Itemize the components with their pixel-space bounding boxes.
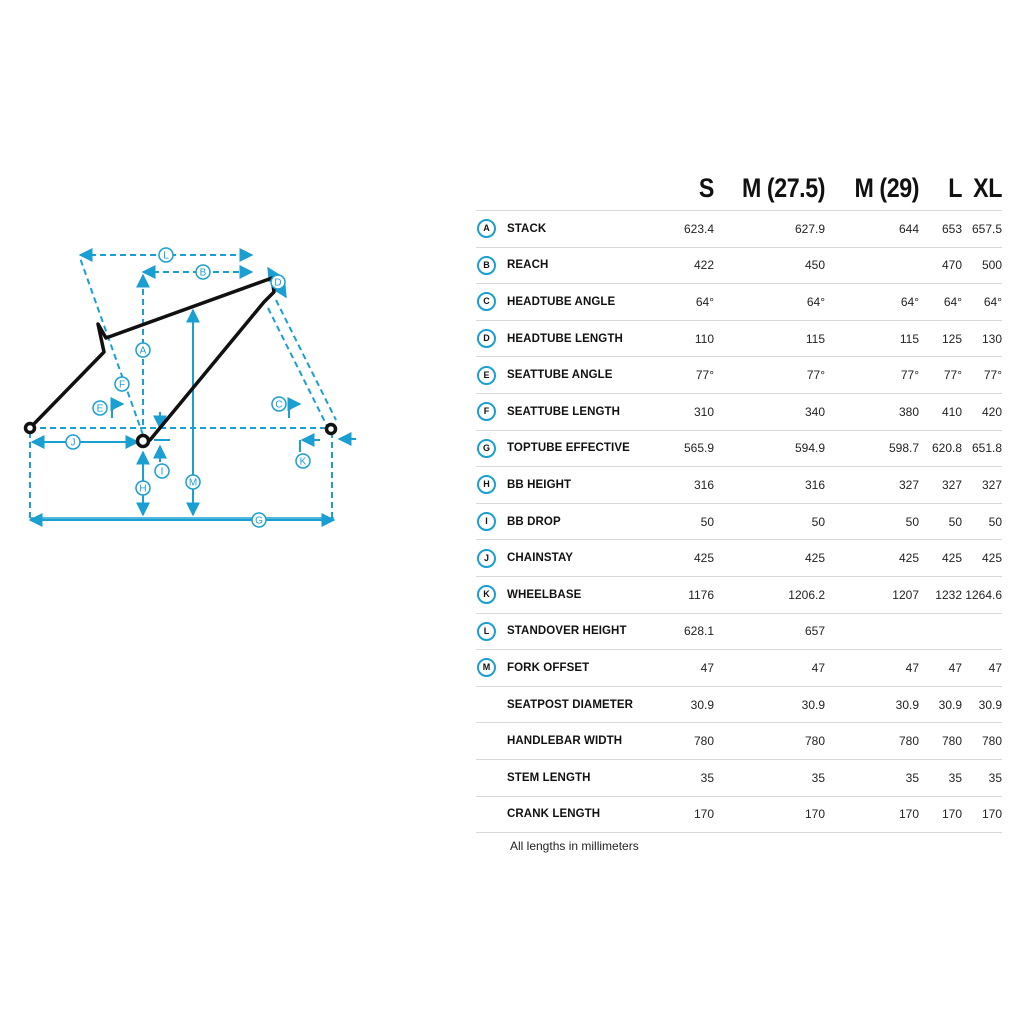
table-row [476,723,1002,760]
row-label: CHAINSTAY [504,540,644,577]
value-cell: 50 [644,503,714,540]
table-row [476,430,1002,467]
value-cell: 64° [644,284,714,321]
value-cell [919,613,962,650]
value-cell [825,613,919,650]
value-cell: 628.1 [644,613,714,650]
row-label: BB HEIGHT [504,467,644,504]
frame-geometry-diagram [0,0,470,1020]
row-key-cell [476,540,504,577]
row-key-cell [476,467,504,504]
row-label: SEATTUBE LENGTH [504,393,644,430]
bottom-bracket [138,436,149,447]
label-g [159,248,173,262]
label-j [66,435,80,449]
value-cell: 35 [714,759,825,796]
value-cell: 110 [644,320,714,357]
dimension-key-badge: M [477,658,496,677]
value-cell: 115 [825,320,919,357]
value-cell: 470 [919,247,962,284]
row-key-cell [476,284,504,321]
row-label: HANDLEBAR WIDTH [504,723,644,760]
value-cell: 327 [919,467,962,504]
row-label: TOPTUBE EFFECTIVE [504,430,644,467]
size-header-m-29: M (29) [854,173,919,203]
row-key-cell [476,613,504,650]
value-cell: 425 [962,540,1002,577]
value-cell: 64° [714,284,825,321]
value-cell: 780 [644,723,714,760]
label-m [296,454,310,468]
row-label: FORK OFFSET [504,650,644,687]
value-cell: 500 [962,247,1002,284]
value-cell: 327 [962,467,1002,504]
size-header-row [476,160,1002,211]
value-cell: 627.9 [714,211,825,248]
value-cell: 47 [644,650,714,687]
value-cell: 623.4 [644,211,714,248]
value-cell: 47 [919,650,962,687]
value-cell: 64° [825,284,919,321]
svg-text:G: G [255,515,263,527]
value-cell: 30.9 [962,686,1002,723]
row-label: HEADTUBE LENGTH [504,320,644,357]
value-cell: 425 [825,540,919,577]
dimension-key-badge: E [477,366,496,385]
row-key-cell [476,759,504,796]
label-e [93,401,107,415]
svg-text:A: A [139,345,147,357]
value-cell: 657 [714,613,825,650]
row-key-cell [476,320,504,357]
table-row [476,503,1002,540]
value-cell: 170 [962,796,1002,833]
label-h [136,481,150,495]
row-key-cell [476,503,504,540]
table-row [476,284,1002,321]
row-label: BB DROP [504,503,644,540]
value-cell: 450 [714,247,825,284]
value-cell: 50 [714,503,825,540]
row-label: STACK [504,211,644,248]
value-cell: 657.5 [962,211,1002,248]
dimension-key-badge: K [477,585,496,604]
value-cell: 644 [825,211,919,248]
svg-text:B: B [199,267,207,279]
header-blank-label [524,160,644,211]
value-cell: 1206.2 [714,576,825,613]
value-cell: 170 [825,796,919,833]
value-cell: 77° [644,357,714,394]
value-cell: 115 [714,320,825,357]
value-cell: 50 [962,503,1002,540]
dimension-key-badge: J [477,549,496,568]
table-row [476,613,1002,650]
value-cell: 30.9 [919,686,962,723]
geometry-table-body [476,211,1002,833]
value-cell: 1264.6 [962,576,1002,613]
dimension-key-badge: F [477,402,496,421]
size-header-m-27-5: M (27.5) [741,173,825,203]
value-cell: 1207 [825,576,919,613]
units-footnote: All lengths in millimeters [510,839,639,853]
value-cell: 420 [962,393,1002,430]
table-row [476,686,1002,723]
row-key-cell [476,686,504,723]
value-cell: 77° [714,357,825,394]
row-label: SEATTUBE ANGLE [504,357,644,394]
value-cell: 77° [962,357,1002,394]
value-cell: 780 [825,723,919,760]
dimension-key-badge: G [477,439,496,458]
size-header-xl: XL [973,173,1002,203]
value-cell: 594.9 [714,430,825,467]
dimension-key-badge: H [477,475,496,494]
svg-text:H: H [139,483,147,495]
value-cell: 598.7 [825,430,919,467]
value-cell: 380 [825,393,919,430]
value-cell: 310 [644,393,714,430]
value-cell: 130 [962,320,1002,357]
row-key-cell [476,357,504,394]
row-key-cell [476,576,504,613]
svg-text:I: I [160,466,164,478]
row-label: HEADTUBE ANGLE [504,284,644,321]
front-axle [327,425,336,434]
dimension-key-badge: L [477,622,496,641]
value-cell: 327 [825,467,919,504]
table-row [476,357,1002,394]
dimension-key-badge: C [477,292,496,311]
value-cell: 410 [919,393,962,430]
label-i [155,464,169,478]
value-cell: 47 [714,650,825,687]
svg-text:J: J [70,437,76,449]
value-cell: 64° [919,284,962,321]
table-row [476,211,1002,248]
value-cell: 47 [962,650,1002,687]
value-cell: 64° [962,284,1002,321]
label-l [186,475,200,489]
row-key-cell [476,650,504,687]
svg-text:F: F [118,379,126,391]
dimension-key-badge: I [477,512,496,531]
label-d [271,275,285,289]
value-cell: 30.9 [644,686,714,723]
label-a [136,343,150,357]
value-cell [962,613,1002,650]
row-label: STEM LENGTH [504,759,644,796]
bike-frame [26,278,336,447]
rear-axle [26,424,35,433]
value-cell: 30.9 [825,686,919,723]
label-k [252,513,266,527]
label-f [115,377,129,391]
svg-text:K: K [299,456,307,468]
label-c [272,397,286,411]
value-cell: 170 [919,796,962,833]
value-cell: 780 [962,723,1002,760]
table-row [476,540,1002,577]
value-cell: 35 [644,759,714,796]
table-row [476,320,1002,357]
dim-c-arc [289,404,300,418]
value-cell: 425 [644,540,714,577]
row-label: WHEELBASE [504,576,644,613]
dim-e-arc [112,404,123,418]
row-key-cell [476,723,504,760]
table-row [476,796,1002,833]
value-cell: 77° [825,357,919,394]
table-row [476,576,1002,613]
dimension-key-badge: A [477,219,496,238]
size-header-s: S [698,173,714,203]
value-cell: 170 [714,796,825,833]
value-cell: 340 [714,393,825,430]
row-label: CRANK LENGTH [504,796,644,833]
svg-text:M: M [188,477,198,489]
row-key-cell [476,247,504,284]
frame-outline [30,278,274,440]
value-cell: 422 [644,247,714,284]
value-cell: 30.9 [714,686,825,723]
value-cell: 35 [825,759,919,796]
table-row [476,393,1002,430]
value-cell: 50 [825,503,919,540]
value-cell: 125 [919,320,962,357]
header-blank [480,160,504,211]
value-cell: 565.9 [644,430,714,467]
value-cell: 780 [714,723,825,760]
label-b [196,265,210,279]
row-label: STANDOVER HEIGHT [504,613,644,650]
table-row [476,759,1002,796]
row-key-cell [476,211,504,248]
value-cell: 47 [825,650,919,687]
value-cell: 35 [919,759,962,796]
value-cell: 425 [714,540,825,577]
value-cell: 316 [714,467,825,504]
svg-text:C: C [275,399,283,411]
table-row [476,650,1002,687]
row-key-cell [476,393,504,430]
value-cell: 780 [919,723,962,760]
row-label: SEATPOST DIAMETER [504,686,644,723]
value-cell: 620.8 [919,430,962,467]
value-cell: 1232 [919,576,962,613]
value-cell: 425 [919,540,962,577]
value-cell: 77° [919,357,962,394]
row-key-cell [476,796,504,833]
size-header-l: L [948,173,962,203]
value-cell: 50 [919,503,962,540]
value-cell: 316 [644,467,714,504]
table-row [476,467,1002,504]
value-cell: 170 [644,796,714,833]
value-cell [825,247,919,284]
value-cell: 35 [962,759,1002,796]
value-cell: 653 [919,211,962,248]
value-cell: 651.8 [962,430,1002,467]
svg-text:E: E [96,403,104,415]
row-key-cell [476,430,504,467]
dimension-key-badge: B [477,256,496,275]
value-cell: 1176 [644,576,714,613]
svg-text:D: D [274,277,282,289]
table-row [476,247,1002,284]
svg-text:L: L [163,250,169,262]
geometry-table [476,160,1002,833]
dim-f-line [80,258,143,435]
dimension-key-badge: D [477,329,496,348]
row-label: REACH [504,247,644,284]
